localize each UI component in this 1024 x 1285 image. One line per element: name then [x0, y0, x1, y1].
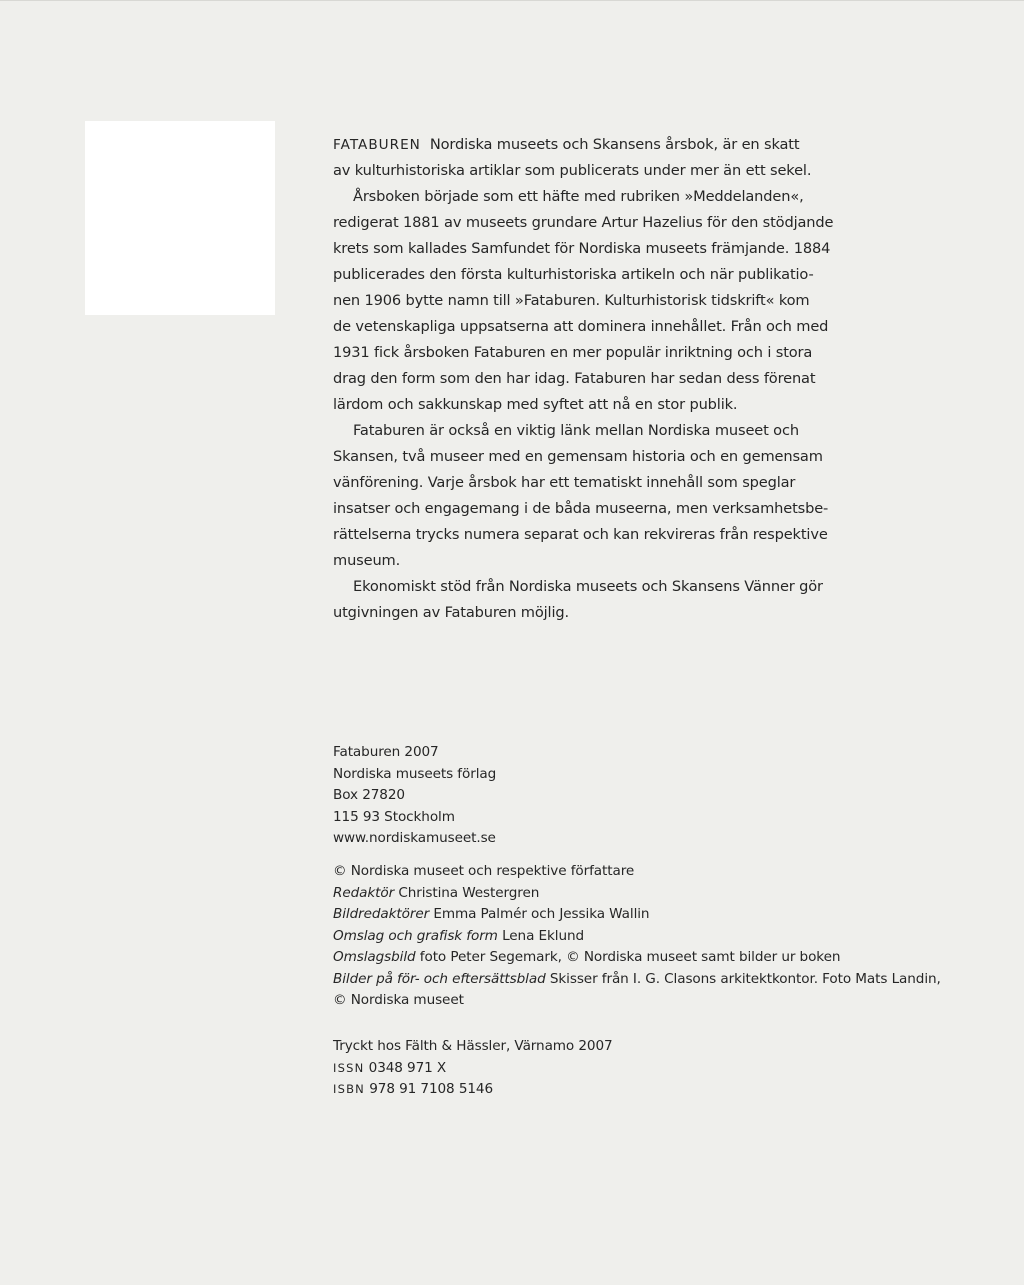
intro-line: utgivningen av Fataburen möjlig.	[333, 604, 569, 621]
publisher-website: www.nordiskamuseet.se	[333, 830, 496, 846]
intro-line: av kulturhistoriska artiklar som publicerats under mer än ett sekel.	[333, 162, 812, 179]
intro-line: drag den form som den har idag. Fataburen har sedan dess förenat	[333, 370, 816, 387]
intro-line: krets som kallades Samfundet för Nordiska museets främjande. 1884	[333, 240, 831, 257]
intro-line: nen 1906 bytte namn till »Fataburen. Kulturhistorisk tidskrift« kom	[333, 292, 810, 309]
intro-line: FATABUREN Nordiska museets och Skansens årsbok, är en skatt	[333, 136, 800, 153]
credits-block	[333, 861, 973, 1012]
fataburen-lead: FATABUREN	[333, 137, 421, 153]
intro-line: de vetenskapliga uppsatserna att dominera innehållet. Från och med	[333, 318, 829, 335]
editor-credit: Redaktör Christina Westergren	[333, 884, 540, 901]
design-credit: Omslag och grafisk form Lena Eklund	[333, 927, 585, 944]
picture-editor-credit: Bildredaktörer Emma Palmér och Jessika Wallin	[333, 906, 650, 922]
issn-line: ISSN 0348 971 X	[333, 1059, 447, 1076]
intro-line: Fataburen är också en viktig länk mellan Nordiska museet och	[353, 422, 799, 439]
endpaper-copyright: © Nordiska museet	[333, 992, 464, 1008]
copyright-line: © Nordiska museet och respektive författare	[333, 863, 635, 879]
intro-line: vänförening. Varje årsbok har ett tematiskt innehåll som speglar	[333, 474, 796, 491]
publisher-box: Box 27820	[333, 787, 405, 803]
publisher-city: 115 93 Stockholm	[333, 808, 455, 825]
publisher-block	[333, 742, 973, 850]
intro-line: redigerat 1881 av museets grundare Artur Hazelius för den stödjande	[333, 214, 834, 231]
intro-line: lärdom och sakkunskap med syftet att nå en stor publik.	[333, 396, 738, 413]
intro-line: insatser och engagemang i de båda museerna, men verksamhetsbe-	[333, 500, 829, 517]
endpaper-credit: Bilder på för- och eftersättsblad Skisser från I. G. Clasons arkitektkontor. Foto Mats Landin,	[333, 970, 941, 987]
intro-line: museum.	[333, 552, 401, 569]
publisher-name: Nordiska museets förlag	[333, 765, 497, 782]
intro-line: Skansen, två museer med en gemensam historia och en gemensam	[333, 448, 823, 465]
intro-line: 1931 fick årsboken Fataburen en mer populär inriktning och i stora	[333, 344, 813, 361]
intro-line: Årsboken började som ett häfte med rubriken »Meddelanden«,	[353, 188, 804, 205]
intro-line: rättelserna trycks numera separat och kan rekvireras från respektive	[333, 526, 828, 543]
print-block	[333, 1036, 973, 1101]
printer-line: Tryckt hos Fälth & Hässler, Värnamo 2007	[333, 1038, 613, 1054]
intro-line: Ekonomiskt stöd från Nordiska museets och Skansens Vänner gör	[353, 578, 823, 595]
intro-text	[333, 132, 848, 626]
cover-credit: Omslagsbild foto Peter Segemark, © Nordiska museet samt bilder ur boken	[333, 949, 841, 965]
blank-image-placeholder	[85, 121, 275, 315]
publication-title: Fataburen 2007	[333, 744, 439, 760]
isbn-line: ISBN 978 91 7108 5146	[333, 1081, 494, 1097]
intro-line: publicerades den första kulturhistoriska artikeln och när publikatio-	[333, 266, 814, 283]
